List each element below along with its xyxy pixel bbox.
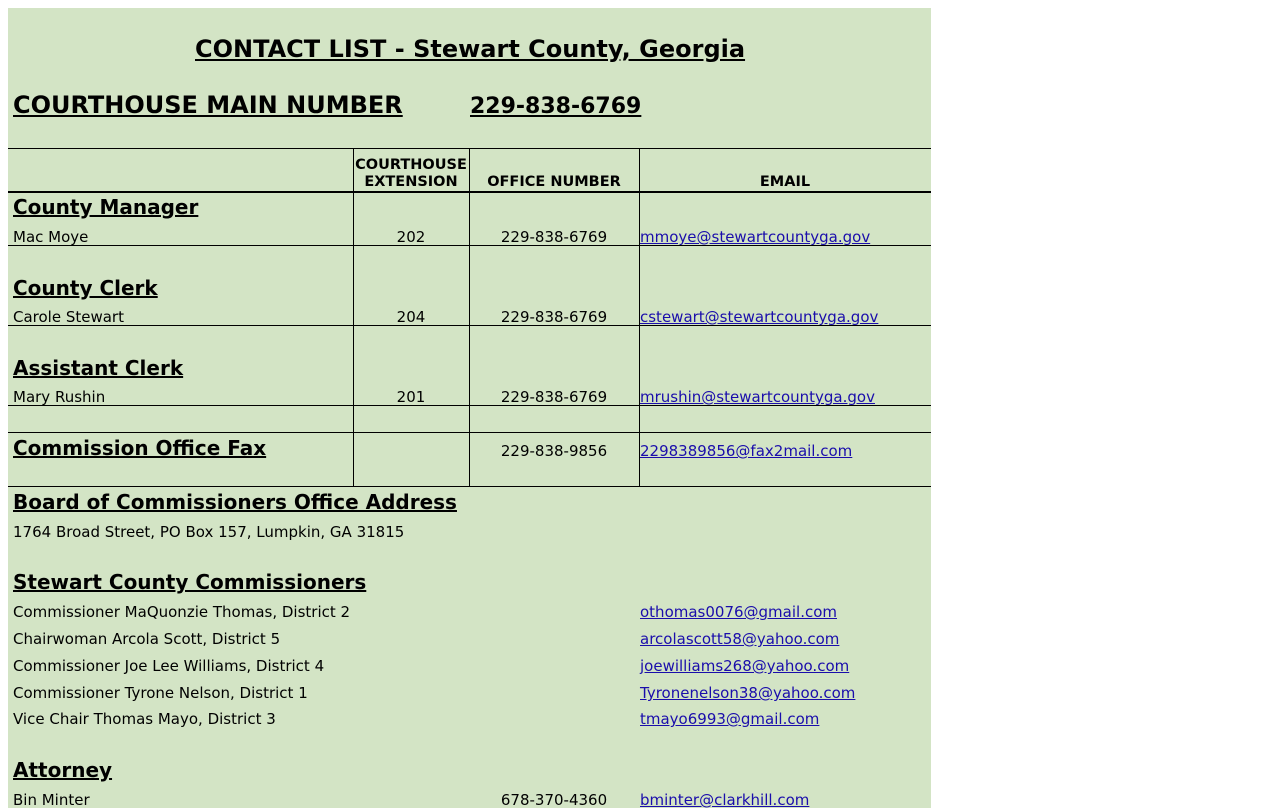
commissioner-name: Commissioner Joe Lee Williams, District 4 [13,657,325,675]
contact-office-number: 229-838-6769 [500,308,608,326]
commissioner-email-link[interactable]: othomas0076@gmail.com [640,603,837,621]
contact-name: Carole Stewart [13,308,124,326]
commissioner-email-link[interactable]: Tyronenelson38@yahoo.com [640,684,856,702]
main-number-phone: 229-838-6769 [470,94,642,119]
section-county-clerk: County Clerk [13,276,158,300]
section-office-address: Board of Commissioners Office Address [13,490,457,514]
section-attorney: Attorney [13,758,113,782]
section-county-manager: County Manager [13,195,199,219]
commissioner-email-link[interactable]: arcolascott58@yahoo.com [640,630,840,648]
commissioner-name: Chairwoman Arcola Scott, District 5 [13,630,281,648]
page-title: CONTACT LIST - Stewart County, Georgia [195,35,746,63]
contact-extension: 202 [396,228,426,246]
office-address-text: 1764 Broad Street, PO Box 157, Lumpkin, GA 31815 [13,523,405,541]
col-header-email: EMAIL [759,174,811,190]
attorney-name: Bin Minter [13,791,90,809]
table-bottom-rule [8,486,931,487]
section-commissioners: Stewart County Commissioners [13,570,367,594]
col-header-office: OFFICE NUMBER [487,174,621,190]
main-number-label: COURTHOUSE MAIN NUMBER [13,91,403,119]
commissioner-email-link[interactable]: tmayo6993@gmail.com [640,710,820,728]
fax-number: 229-838-9856 [500,442,608,460]
contact-email-link[interactable]: mmoye@stewartcountyga.gov [640,228,871,246]
contact-email-link[interactable]: mrushin@stewartcountyga.gov [640,388,875,406]
contact-name: Mary Rushin [13,388,106,406]
attorney-email-link[interactable]: bminter@clarkhill.com [640,791,810,809]
col-header-extension-line2: EXTENSION [364,174,458,190]
contact-name: Mac Moye [13,228,89,246]
fax-email-link[interactable]: 2298389856@fax2mail.com [640,442,853,460]
contact-office-number: 229-838-6769 [500,388,608,406]
commissioner-name: Vice Chair Thomas Mayo, District 3 [13,710,276,728]
col-header-extension-line1: COURTHOUSE [355,157,467,173]
col-header-extension [353,157,469,191]
commissioner-name: Commissioner MaQuonzie Thomas, District 2 [13,603,351,621]
contact-office-number: 229-838-6769 [500,228,608,246]
contact-list-sheet [8,8,931,808]
contact-extension: 201 [396,388,426,406]
contact-extension: 204 [396,308,426,326]
commissioner-name: Commissioner Tyrone Nelson, District 1 [13,684,308,702]
section-assistant-clerk: Assistant Clerk [13,356,184,380]
attorney-office-number: 678-370-4360 [500,791,608,809]
commissioner-email-link[interactable]: joewilliams268@yahoo.com [640,657,850,675]
contact-email-link[interactable]: cstewart@stewartcountyga.gov [640,308,879,326]
section-commission-fax: Commission Office Fax [13,436,267,460]
